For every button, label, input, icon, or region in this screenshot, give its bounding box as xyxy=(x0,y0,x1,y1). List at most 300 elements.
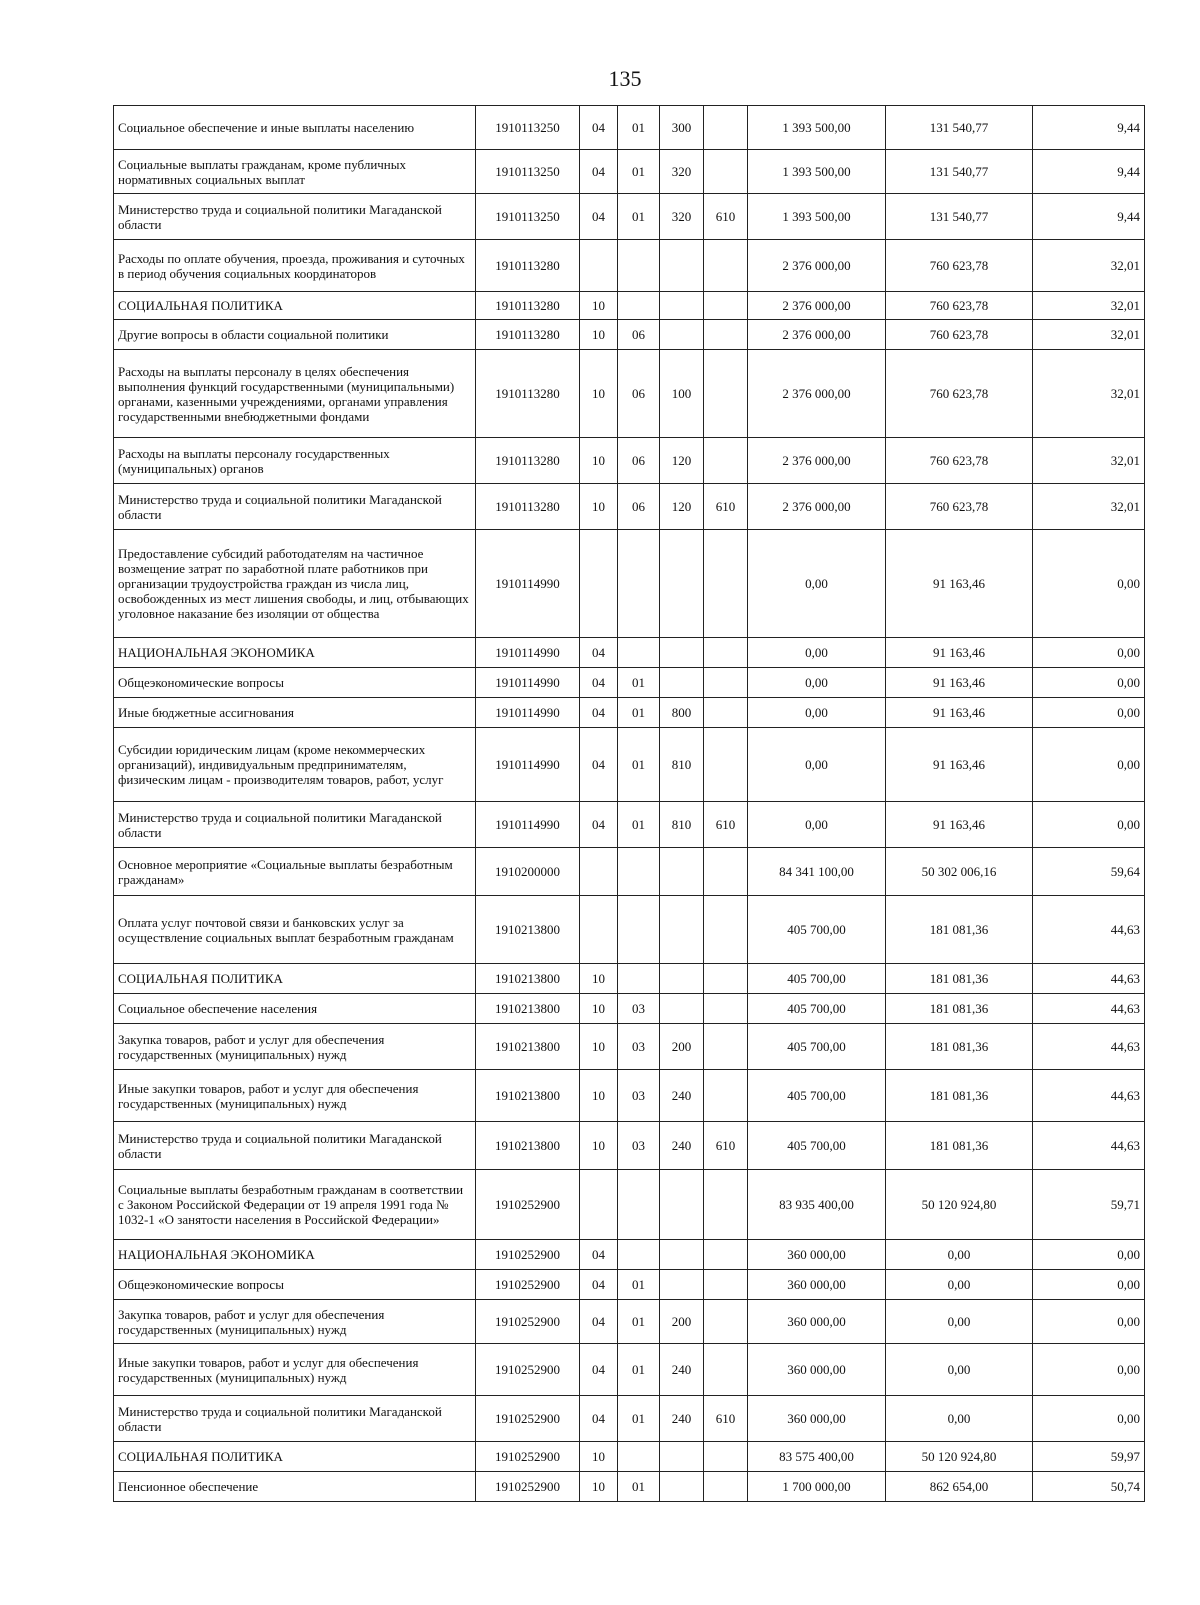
table-row xyxy=(114,668,1145,698)
admin-code xyxy=(704,698,748,728)
execution-percent: 59,97 xyxy=(1033,1442,1145,1472)
execution-percent: 44,63 xyxy=(1033,964,1145,994)
plan-amount: 84 341 100,00 xyxy=(748,848,886,896)
section-code: 10 xyxy=(580,320,618,350)
plan-amount: 1 393 500,00 xyxy=(748,194,886,240)
execution-percent: 0,00 xyxy=(1033,638,1145,668)
table-row xyxy=(114,1070,1145,1122)
admin-code xyxy=(704,1442,748,1472)
admin-code xyxy=(704,1240,748,1270)
row-name: Субсидии юридическим лицам (кроме некоммерческих организаций), индивидуальным предпринимателям, физическим лицам - производителям товаров, работ, услуг xyxy=(114,728,476,802)
expense-type-code xyxy=(660,848,704,896)
section-code: 04 xyxy=(580,802,618,848)
admin-code xyxy=(704,150,748,194)
expense-type-code: 810 xyxy=(660,802,704,848)
subsection-code: 06 xyxy=(618,438,660,484)
row-name: Министерство труда и социальной политики Магаданской области xyxy=(114,194,476,240)
section-code: 04 xyxy=(580,1270,618,1300)
admin-code xyxy=(704,292,748,320)
subsection-code: 06 xyxy=(618,350,660,438)
table-row xyxy=(114,1240,1145,1270)
table-row xyxy=(114,106,1145,150)
plan-amount: 360 000,00 xyxy=(748,1396,886,1442)
subsection-code: 03 xyxy=(618,1122,660,1170)
execution-percent: 32,01 xyxy=(1033,240,1145,292)
row-name: Закупка товаров, работ и услуг для обеспечения государственных (муниципальных) нужд xyxy=(114,1024,476,1070)
actual-amount: 91 163,46 xyxy=(886,728,1033,802)
section-code: 10 xyxy=(580,1122,618,1170)
execution-percent: 32,01 xyxy=(1033,350,1145,438)
execution-percent: 9,44 xyxy=(1033,150,1145,194)
target-code: 1910252900 xyxy=(476,1170,580,1240)
execution-percent: 0,00 xyxy=(1033,802,1145,848)
plan-amount: 360 000,00 xyxy=(748,1344,886,1396)
row-name: Закупка товаров, работ и услуг для обеспечения государственных (муниципальных) нужд xyxy=(114,1300,476,1344)
row-name: НАЦИОНАЛЬНАЯ ЭКОНОМИКА xyxy=(114,638,476,668)
plan-amount: 0,00 xyxy=(748,728,886,802)
actual-amount: 131 540,77 xyxy=(886,106,1033,150)
target-code: 1910114990 xyxy=(476,638,580,668)
section-code: 10 xyxy=(580,1442,618,1472)
target-code: 1910213800 xyxy=(476,994,580,1024)
execution-percent: 44,63 xyxy=(1033,1122,1145,1170)
execution-percent: 0,00 xyxy=(1033,1270,1145,1300)
expense-type-code: 240 xyxy=(660,1396,704,1442)
table-row xyxy=(114,638,1145,668)
target-code: 1910252900 xyxy=(476,1442,580,1472)
actual-amount: 0,00 xyxy=(886,1344,1033,1396)
row-name: Социальное обеспечение населения xyxy=(114,994,476,1024)
table-row xyxy=(114,1270,1145,1300)
subsection-code: 03 xyxy=(618,994,660,1024)
section-code: 04 xyxy=(580,1396,618,1442)
section-code: 10 xyxy=(580,438,618,484)
subsection-code xyxy=(618,896,660,964)
target-code: 1910213800 xyxy=(476,1024,580,1070)
section-code xyxy=(580,1170,618,1240)
plan-amount: 360 000,00 xyxy=(748,1240,886,1270)
table-row xyxy=(114,1122,1145,1170)
plan-amount: 405 700,00 xyxy=(748,994,886,1024)
actual-amount: 0,00 xyxy=(886,1270,1033,1300)
expense-type-code: 320 xyxy=(660,150,704,194)
subsection-code xyxy=(618,1442,660,1472)
admin-code xyxy=(704,106,748,150)
subsection-code xyxy=(618,848,660,896)
execution-percent: 9,44 xyxy=(1033,194,1145,240)
target-code: 1910113280 xyxy=(476,438,580,484)
subsection-code: 03 xyxy=(618,1024,660,1070)
subsection-code: 01 xyxy=(618,150,660,194)
actual-amount: 181 081,36 xyxy=(886,994,1033,1024)
subsection-code: 06 xyxy=(618,484,660,530)
table-row xyxy=(114,1344,1145,1396)
expense-type-code: 810 xyxy=(660,728,704,802)
section-code xyxy=(580,530,618,638)
row-name: Социальные выплаты безработным гражданам в соответствии с Законом Российской Федерации от 19 апреля 1991 года № 1032-1 «О занятости населения в Российской Федерации» xyxy=(114,1170,476,1240)
row-name: Предоставление субсидий работодателям на частичное возмещение затрат по заработной плате работников при организации трудоустройства граждан из числа лиц, освобожденных из мест лишения свободы, и лиц, отбывающих уголовное наказание без изоляции от общества xyxy=(114,530,476,638)
section-code: 04 xyxy=(580,1240,618,1270)
subsection-code xyxy=(618,638,660,668)
target-code: 1910252900 xyxy=(476,1472,580,1502)
expense-type-code xyxy=(660,530,704,638)
actual-amount: 50 120 924,80 xyxy=(886,1442,1033,1472)
target-code: 1910200000 xyxy=(476,848,580,896)
row-name: СОЦИАЛЬНАЯ ПОЛИТИКА xyxy=(114,964,476,994)
plan-amount: 2 376 000,00 xyxy=(748,484,886,530)
execution-percent: 32,01 xyxy=(1033,320,1145,350)
expense-type-code: 120 xyxy=(660,438,704,484)
actual-amount: 181 081,36 xyxy=(886,1070,1033,1122)
section-code: 04 xyxy=(580,668,618,698)
admin-code xyxy=(704,848,748,896)
expense-type-code: 300 xyxy=(660,106,704,150)
section-code: 04 xyxy=(580,106,618,150)
subsection-code: 01 xyxy=(618,1300,660,1344)
admin-code xyxy=(704,728,748,802)
admin-code: 610 xyxy=(704,1396,748,1442)
execution-percent: 0,00 xyxy=(1033,1240,1145,1270)
expense-type-code xyxy=(660,1240,704,1270)
subsection-code: 01 xyxy=(618,1344,660,1396)
target-code: 1910113280 xyxy=(476,292,580,320)
row-name: Другие вопросы в области социальной политики xyxy=(114,320,476,350)
plan-amount: 0,00 xyxy=(748,668,886,698)
target-code: 1910113280 xyxy=(476,350,580,438)
target-code: 1910213800 xyxy=(476,896,580,964)
target-code: 1910252900 xyxy=(476,1344,580,1396)
admin-code: 610 xyxy=(704,484,748,530)
actual-amount: 0,00 xyxy=(886,1396,1033,1442)
row-name: Министерство труда и социальной политики Магаданской области xyxy=(114,484,476,530)
table-row xyxy=(114,350,1145,438)
row-name: Расходы по оплате обучения, проезда, проживания и суточных в период обучения социальных координаторов xyxy=(114,240,476,292)
admin-code xyxy=(704,896,748,964)
section-code: 10 xyxy=(580,484,618,530)
plan-amount: 360 000,00 xyxy=(748,1300,886,1344)
subsection-code: 01 xyxy=(618,668,660,698)
admin-code xyxy=(704,350,748,438)
target-code: 1910114990 xyxy=(476,728,580,802)
table-row xyxy=(114,1472,1145,1502)
plan-amount: 2 376 000,00 xyxy=(748,350,886,438)
expense-type-code: 100 xyxy=(660,350,704,438)
subsection-code: 01 xyxy=(618,728,660,802)
target-code: 1910252900 xyxy=(476,1396,580,1442)
expense-type-code: 240 xyxy=(660,1122,704,1170)
section-code: 04 xyxy=(580,194,618,240)
admin-code: 610 xyxy=(704,802,748,848)
table-row xyxy=(114,698,1145,728)
plan-amount: 405 700,00 xyxy=(748,896,886,964)
execution-percent: 0,00 xyxy=(1033,1344,1145,1396)
expense-type-code: 120 xyxy=(660,484,704,530)
execution-percent: 0,00 xyxy=(1033,530,1145,638)
section-code: 04 xyxy=(580,728,618,802)
budget-table xyxy=(113,105,1145,1502)
target-code: 1910113250 xyxy=(476,194,580,240)
expense-type-code: 200 xyxy=(660,1024,704,1070)
subsection-code xyxy=(618,530,660,638)
target-code: 1910252900 xyxy=(476,1300,580,1344)
table-row xyxy=(114,1024,1145,1070)
actual-amount: 760 623,78 xyxy=(886,350,1033,438)
actual-amount: 181 081,36 xyxy=(886,1122,1033,1170)
execution-percent: 50,74 xyxy=(1033,1472,1145,1502)
table-row xyxy=(114,194,1145,240)
section-code: 10 xyxy=(580,1024,618,1070)
admin-code xyxy=(704,1270,748,1300)
plan-amount: 360 000,00 xyxy=(748,1270,886,1300)
table-row xyxy=(114,994,1145,1024)
admin-code xyxy=(704,638,748,668)
expense-type-code: 320 xyxy=(660,194,704,240)
plan-amount: 2 376 000,00 xyxy=(748,240,886,292)
subsection-code: 01 xyxy=(618,106,660,150)
target-code: 1910252900 xyxy=(476,1270,580,1300)
row-name: Оплата услуг почтовой связи и банковских услуг за осуществление социальных выплат безработным гражданам xyxy=(114,896,476,964)
execution-percent: 0,00 xyxy=(1033,1300,1145,1344)
expense-type-code xyxy=(660,994,704,1024)
admin-code xyxy=(704,438,748,484)
subsection-code xyxy=(618,1170,660,1240)
table-row xyxy=(114,320,1145,350)
target-code: 1910113280 xyxy=(476,320,580,350)
plan-amount: 83 575 400,00 xyxy=(748,1442,886,1472)
admin-code xyxy=(704,1170,748,1240)
actual-amount: 760 623,78 xyxy=(886,292,1033,320)
row-name: Иные бюджетные ассигнования xyxy=(114,698,476,728)
section-code: 10 xyxy=(580,964,618,994)
row-name: СОЦИАЛЬНАЯ ПОЛИТИКА xyxy=(114,1442,476,1472)
subsection-code: 01 xyxy=(618,1396,660,1442)
execution-percent: 44,63 xyxy=(1033,1024,1145,1070)
row-name: НАЦИОНАЛЬНАЯ ЭКОНОМИКА xyxy=(114,1240,476,1270)
row-name: Министерство труда и социальной политики Магаданской области xyxy=(114,802,476,848)
admin-code: 610 xyxy=(704,1122,748,1170)
actual-amount: 862 654,00 xyxy=(886,1472,1033,1502)
plan-amount: 405 700,00 xyxy=(748,1122,886,1170)
table-row xyxy=(114,1170,1145,1240)
table-row xyxy=(114,728,1145,802)
row-name: Пенсионное обеспечение xyxy=(114,1472,476,1502)
section-code: 10 xyxy=(580,994,618,1024)
table-row xyxy=(114,150,1145,194)
expense-type-code xyxy=(660,320,704,350)
actual-amount: 50 120 924,80 xyxy=(886,1170,1033,1240)
actual-amount: 760 623,78 xyxy=(886,320,1033,350)
admin-code xyxy=(704,1024,748,1070)
expense-type-code xyxy=(660,1472,704,1502)
execution-percent: 59,64 xyxy=(1033,848,1145,896)
plan-amount: 83 935 400,00 xyxy=(748,1170,886,1240)
expense-type-code xyxy=(660,292,704,320)
plan-amount: 2 376 000,00 xyxy=(748,320,886,350)
admin-code xyxy=(704,240,748,292)
section-code xyxy=(580,896,618,964)
row-name: Иные закупки товаров, работ и услуг для обеспечения государственных (муниципальных) нужд xyxy=(114,1070,476,1122)
plan-amount: 2 376 000,00 xyxy=(748,292,886,320)
table-row xyxy=(114,484,1145,530)
actual-amount: 760 623,78 xyxy=(886,438,1033,484)
expense-type-code: 240 xyxy=(660,1070,704,1122)
expense-type-code: 800 xyxy=(660,698,704,728)
subsection-code xyxy=(618,1240,660,1270)
target-code: 1910213800 xyxy=(476,964,580,994)
subsection-code: 01 xyxy=(618,194,660,240)
actual-amount: 91 163,46 xyxy=(886,668,1033,698)
target-code: 1910114990 xyxy=(476,668,580,698)
table-row xyxy=(114,240,1145,292)
row-name: Общеэкономические вопросы xyxy=(114,1270,476,1300)
table-row xyxy=(114,438,1145,484)
plan-amount: 1 393 500,00 xyxy=(748,150,886,194)
section-code: 04 xyxy=(580,1300,618,1344)
table-row xyxy=(114,896,1145,964)
table-row xyxy=(114,1442,1145,1472)
execution-percent: 32,01 xyxy=(1033,438,1145,484)
row-name: Министерство труда и социальной политики Магаданской области xyxy=(114,1122,476,1170)
row-name: Общеэкономические вопросы xyxy=(114,668,476,698)
expense-type-code xyxy=(660,1270,704,1300)
plan-amount: 0,00 xyxy=(748,638,886,668)
plan-amount: 405 700,00 xyxy=(748,1024,886,1070)
table-row xyxy=(114,1300,1145,1344)
row-name: Расходы на выплаты персоналу государственных (муниципальных) органов xyxy=(114,438,476,484)
target-code: 1910213800 xyxy=(476,1122,580,1170)
execution-percent: 9,44 xyxy=(1033,106,1145,150)
section-code: 10 xyxy=(580,350,618,438)
target-code: 1910114990 xyxy=(476,802,580,848)
plan-amount: 0,00 xyxy=(748,802,886,848)
admin-code xyxy=(704,1344,748,1396)
row-name: Основное мероприятие «Социальные выплаты безработным гражданам» xyxy=(114,848,476,896)
admin-code xyxy=(704,1070,748,1122)
actual-amount: 91 163,46 xyxy=(886,802,1033,848)
table-row xyxy=(114,292,1145,320)
expense-type-code: 200 xyxy=(660,1300,704,1344)
subsection-code xyxy=(618,292,660,320)
subsection-code: 01 xyxy=(618,698,660,728)
expense-type-code xyxy=(660,1170,704,1240)
actual-amount: 0,00 xyxy=(886,1300,1033,1344)
subsection-code xyxy=(618,240,660,292)
execution-percent: 44,63 xyxy=(1033,1070,1145,1122)
admin-code: 610 xyxy=(704,194,748,240)
plan-amount: 2 376 000,00 xyxy=(748,438,886,484)
subsection-code: 01 xyxy=(618,1472,660,1502)
target-code: 1910114990 xyxy=(476,530,580,638)
expense-type-code xyxy=(660,964,704,994)
expense-type-code: 240 xyxy=(660,1344,704,1396)
actual-amount: 760 623,78 xyxy=(886,240,1033,292)
admin-code xyxy=(704,668,748,698)
plan-amount: 0,00 xyxy=(748,530,886,638)
admin-code xyxy=(704,1472,748,1502)
subsection-code: 01 xyxy=(618,802,660,848)
target-code: 1910113250 xyxy=(476,106,580,150)
actual-amount: 181 081,36 xyxy=(886,1024,1033,1070)
section-code: 10 xyxy=(580,1472,618,1502)
actual-amount: 91 163,46 xyxy=(886,698,1033,728)
target-code: 1910113280 xyxy=(476,484,580,530)
row-name: Расходы на выплаты персоналу в целях обеспечения выполнения функций государственными (муниципальными) органами, казенными учреждениями, органами управления государственными внебюджетными фондами xyxy=(114,350,476,438)
execution-percent: 0,00 xyxy=(1033,1396,1145,1442)
section-code: 10 xyxy=(580,1070,618,1122)
table-row xyxy=(114,964,1145,994)
section-code: 10 xyxy=(580,292,618,320)
actual-amount: 131 540,77 xyxy=(886,194,1033,240)
execution-percent: 0,00 xyxy=(1033,668,1145,698)
row-name: Социальные выплаты гражданам, кроме публичных нормативных социальных выплат xyxy=(114,150,476,194)
actual-amount: 0,00 xyxy=(886,1240,1033,1270)
execution-percent: 44,63 xyxy=(1033,994,1145,1024)
actual-amount: 760 623,78 xyxy=(886,484,1033,530)
expense-type-code xyxy=(660,1442,704,1472)
expense-type-code xyxy=(660,240,704,292)
plan-amount: 405 700,00 xyxy=(748,1070,886,1122)
row-name: Социальное обеспечение и иные выплаты населению xyxy=(114,106,476,150)
target-code: 1910252900 xyxy=(476,1240,580,1270)
execution-percent: 32,01 xyxy=(1033,484,1145,530)
section-code: 04 xyxy=(580,638,618,668)
plan-amount: 0,00 xyxy=(748,698,886,728)
table-row xyxy=(114,1396,1145,1442)
subsection-code: 01 xyxy=(618,1270,660,1300)
plan-amount: 405 700,00 xyxy=(748,964,886,994)
section-code: 04 xyxy=(580,150,618,194)
table-row xyxy=(114,802,1145,848)
admin-code xyxy=(704,320,748,350)
target-code: 1910113280 xyxy=(476,240,580,292)
actual-amount: 181 081,36 xyxy=(886,896,1033,964)
actual-amount: 131 540,77 xyxy=(886,150,1033,194)
page-number: 135 xyxy=(608,66,642,91)
table-body xyxy=(114,106,1145,1502)
target-code: 1910114990 xyxy=(476,698,580,728)
row-name: Министерство труда и социальной политики Магаданской области xyxy=(114,1396,476,1442)
target-code: 1910213800 xyxy=(476,1070,580,1122)
row-name: СОЦИАЛЬНАЯ ПОЛИТИКА xyxy=(114,292,476,320)
execution-percent: 0,00 xyxy=(1033,728,1145,802)
execution-percent: 32,01 xyxy=(1033,292,1145,320)
expense-type-code xyxy=(660,638,704,668)
admin-code xyxy=(704,964,748,994)
section-code: 04 xyxy=(580,1344,618,1396)
admin-code xyxy=(704,994,748,1024)
subsection-code: 03 xyxy=(618,1070,660,1122)
row-name: Иные закупки товаров, работ и услуг для обеспечения государственных (муниципальных) нужд xyxy=(114,1344,476,1396)
expense-type-code xyxy=(660,668,704,698)
target-code: 1910113250 xyxy=(476,150,580,194)
table-row xyxy=(114,848,1145,896)
execution-percent: 0,00 xyxy=(1033,698,1145,728)
plan-amount: 1 393 500,00 xyxy=(748,106,886,150)
admin-code xyxy=(704,1300,748,1344)
section-code xyxy=(580,240,618,292)
actual-amount: 181 081,36 xyxy=(886,964,1033,994)
expense-type-code xyxy=(660,896,704,964)
execution-percent: 44,63 xyxy=(1033,896,1145,964)
actual-amount: 91 163,46 xyxy=(886,638,1033,668)
table-row xyxy=(114,530,1145,638)
subsection-code: 06 xyxy=(618,320,660,350)
actual-amount: 91 163,46 xyxy=(886,530,1033,638)
section-code: 04 xyxy=(580,698,618,728)
admin-code xyxy=(704,530,748,638)
subsection-code xyxy=(618,964,660,994)
actual-amount: 50 302 006,16 xyxy=(886,848,1033,896)
